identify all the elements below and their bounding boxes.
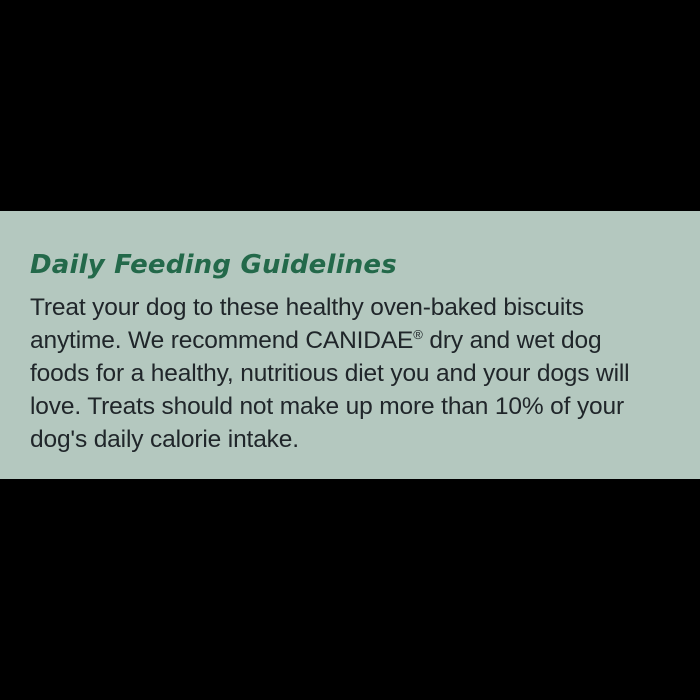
panel-heading: Daily Feeding Guidelines — [30, 250, 397, 280]
feeding-guidelines-panel — [0, 211, 700, 479]
body-text-part-one: Treat your dog to these healthy oven-baked biscuits anytime. We recommend CANIDAE — [30, 294, 584, 354]
body-text-part-two: dry and wet dog foods for a healthy, nutritious diet you and your dogs will love. Treats should not make up more than 10% of your dog's daily calorie intake. — [30, 327, 630, 453]
panel-body-text — [30, 291, 660, 456]
registered-trademark-mark: ® — [413, 326, 423, 342]
